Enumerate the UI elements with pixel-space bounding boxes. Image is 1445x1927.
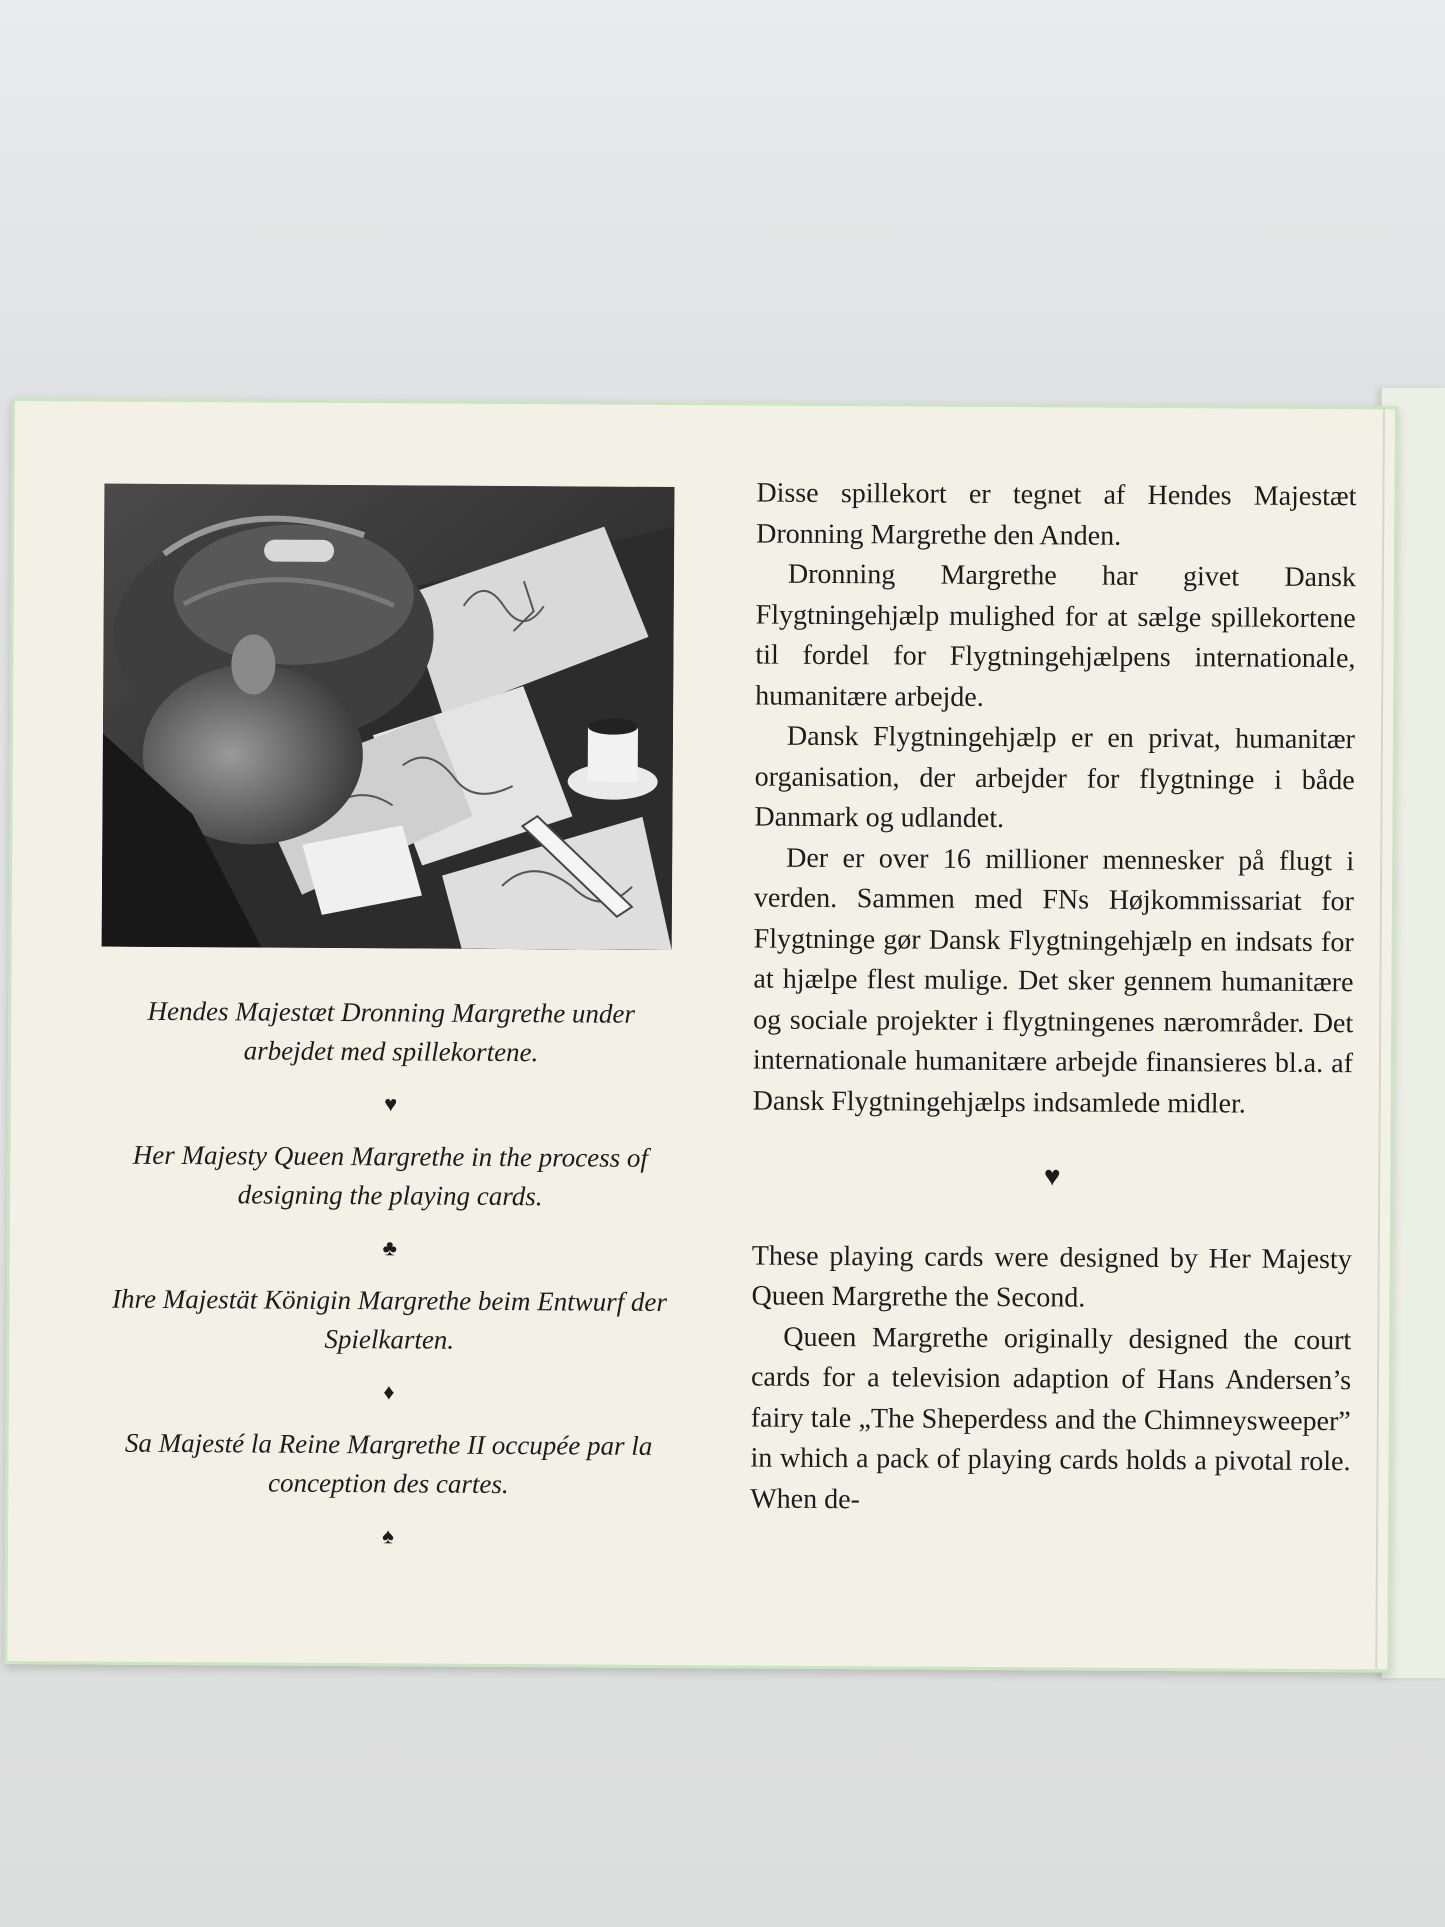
text-column [750, 474, 1356, 1524]
caption-column [98, 992, 682, 1572]
danish-paragraph: Der er over 16 millioner mennesker på flugt i verden. Sammen med FNs Højkommissariat for Flygtninge gør Dansk Flygtningehjælp en indsats for at hjælpe flest mulige. Det sker gennem humanitære og sociale projekter i flygtningenes nærområder. Det internationale humanitære arbejde finansieres bl.a. af Dansk Flygtningehjælps indsamlede midler. [752, 842, 1355, 1120]
caption-german: Ihre Majestät Königin Margrethe beim Entwurf der Spielkarten. [111, 1283, 668, 1355]
spade-icon: ♠ [382, 1523, 394, 1549]
heart-divider-icon: ♥ [1043, 1161, 1061, 1193]
danish-paragraph: Dronning Margrethe har givet Dansk Flygtningehjælp mulighed for at sælge spillekortene til fordel for Flygtningehjælpens internationale, humanitære arbejde. [755, 558, 1357, 713]
page-fold [1375, 409, 1385, 1669]
club-icon: ♣ [382, 1235, 398, 1261]
danish-paragraph: Dansk Flygtningehjælp er en privat, humanitær organisation, der arbejder for flygtninge i både Danmark og udlandet. [754, 720, 1356, 835]
english-paragraph: Queen Margrethe originally designed the court cards for a television adaption of Hans Andersen’s fairy tale „The Sheperdess and the Chimneysweeper” in which a pack of playing cards holds a pivotal role. When de- [750, 1321, 1352, 1515]
diamond-icon: ♦ [383, 1379, 395, 1405]
caption-danish: Hendes Majestæt Dronning Margrethe under arbejdet med spillekortene. [147, 995, 636, 1068]
booklet-page [4, 398, 1398, 1672]
danish-paragraph: Disse spillekort er tegnet af Hendes Majestæt Dronning Margrethe den Anden. [756, 477, 1357, 552]
caption-french: Sa Majesté la Reine Margrethe II occupée par la conception des cartes. [124, 1427, 653, 1500]
caption-english: Her Majesty Queen Margrethe in the process of designing the playing cards. [132, 1139, 649, 1212]
queen-photo [102, 484, 675, 950]
heart-icon: ♥ [384, 1091, 398, 1117]
english-paragraph: These playing cards were designed by Her Majesty Queen Margrethe the Second. [751, 1240, 1352, 1314]
